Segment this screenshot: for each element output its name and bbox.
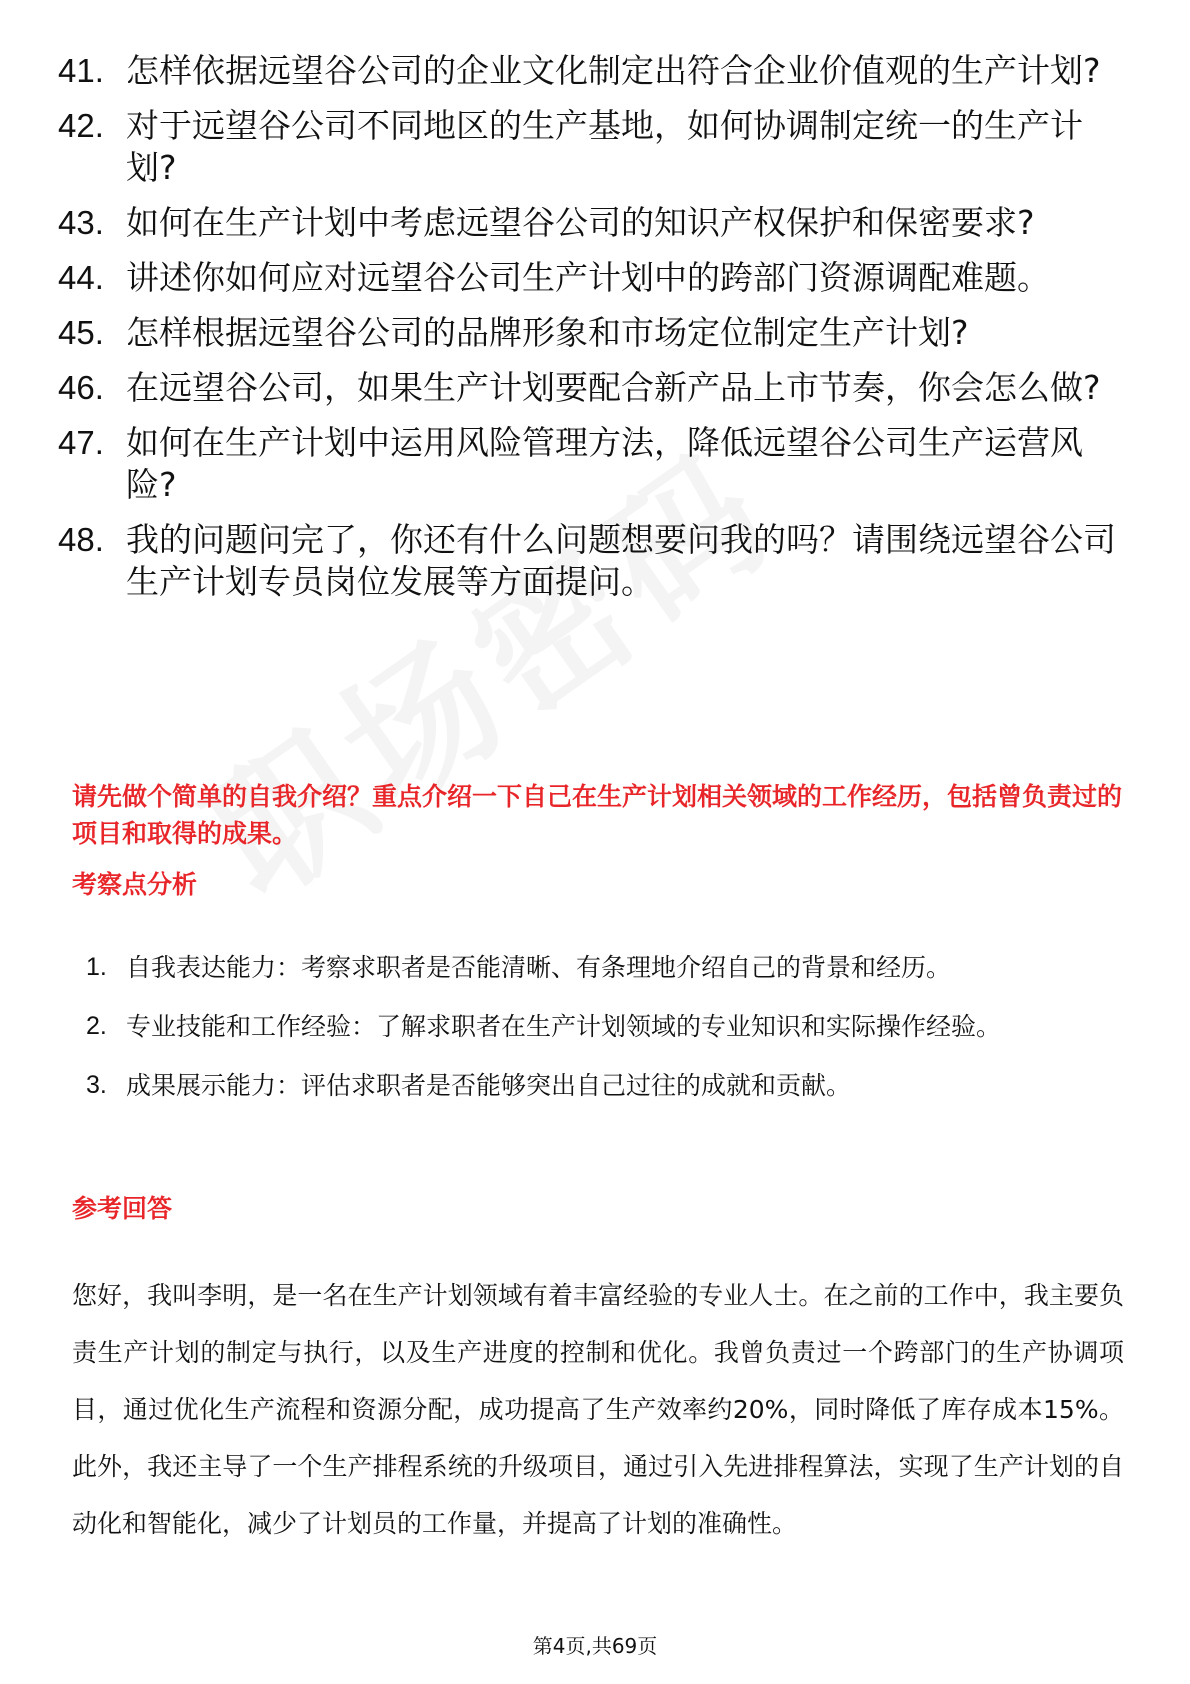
list-item [86,999,1126,1054]
list-item [58,105,1128,189]
analysis-title: 考察点分析 [72,870,198,899]
question-number: 46. [58,369,104,406]
list-item [58,312,1128,354]
question-number: 42. [58,107,104,144]
list-item [58,422,1128,506]
question-number: 44. [58,259,104,296]
question-number: 47. [58,424,104,461]
question-list [58,50,1128,616]
list-item [58,367,1128,409]
list-item [58,519,1128,603]
question-text: 讲述你如何应对远望谷公司生产计划中的跨部门资源调配难题。 [126,258,1050,297]
analysis-number: 2. [86,1012,107,1040]
analysis-number: 3. [86,1071,107,1099]
question-text: 我的问题问完了，你还有什么问题想要问我的吗？请围绕远望谷公司生产计划专员岗位发展等方面提问。 [126,520,1116,601]
question-text: 如何在生产计划中考虑远望谷公司的知识产权保护和保密要求? [126,203,1035,242]
page-footer: 第4页,共69页 [532,1634,658,1658]
list-item [58,257,1128,299]
analysis-text: 成果展示能力：评估求职者是否能够突出自己过往的成就和贡献。 [126,1071,852,1100]
list-item [86,940,1126,995]
featured-question: 请先做个简单的自我介绍？重点介绍一下自己在生产计划相关领域的工作经历，包括曾负责过的项目和取得的成果。 [72,782,1123,848]
question-text: 怎样依据远望谷公司的企业文化制定出符合企业价值观的生产计划? [126,51,1101,90]
question-text: 对于远望谷公司不同地区的生产基地，如何协调制定统一的生产计划? [126,106,1083,187]
list-item [58,202,1128,244]
analysis-number: 1. [86,953,107,981]
analysis-text: 自我表达能力：考察求职者是否能清晰、有条理地介绍自己的背景和经历。 [126,953,952,982]
question-number: 48. [58,521,104,558]
list-item [86,1058,1126,1113]
question-text: 如何在生产计划中运用风险管理方法，降低远望谷公司生产运营风险? [126,423,1083,504]
question-number: 41. [58,52,104,89]
question-text: 在远望谷公司，如果生产计划要配合新产品上市节奏，你会怎么做? [126,368,1101,407]
question-number: 43. [58,204,104,241]
question-text: 怎样根据远望谷公司的品牌形象和市场定位制定生产计划? [126,313,969,352]
list-item [58,50,1128,92]
reference-title: 参考回答 [72,1194,173,1223]
question-number: 45. [58,314,104,351]
analysis-text: 专业技能和工作经验：了解求职者在生产计划领域的专业知识和实际操作经验。 [126,1012,1002,1041]
analysis-list [86,940,1126,1117]
reference-answer: 您好，我叫李明，是一名在生产计划领域有着丰富经验的专业人士。在之前的工作中，我主要负责生产计划的制定与执行，以及生产进度的控制和优化。我曾负责过一个跨部门的生产协调项目，通过优化生产流程和资源分配，成功提高了生产效率约20%，同时降低了库存成本15%。此外，我还主导了一个生产排程系统的升级项目，通过引入先进排程算法，实现了生产计划的自动化和智能化，减少了计划员的工作量，并提高了计划的准确性。 [72,1281,1124,1538]
